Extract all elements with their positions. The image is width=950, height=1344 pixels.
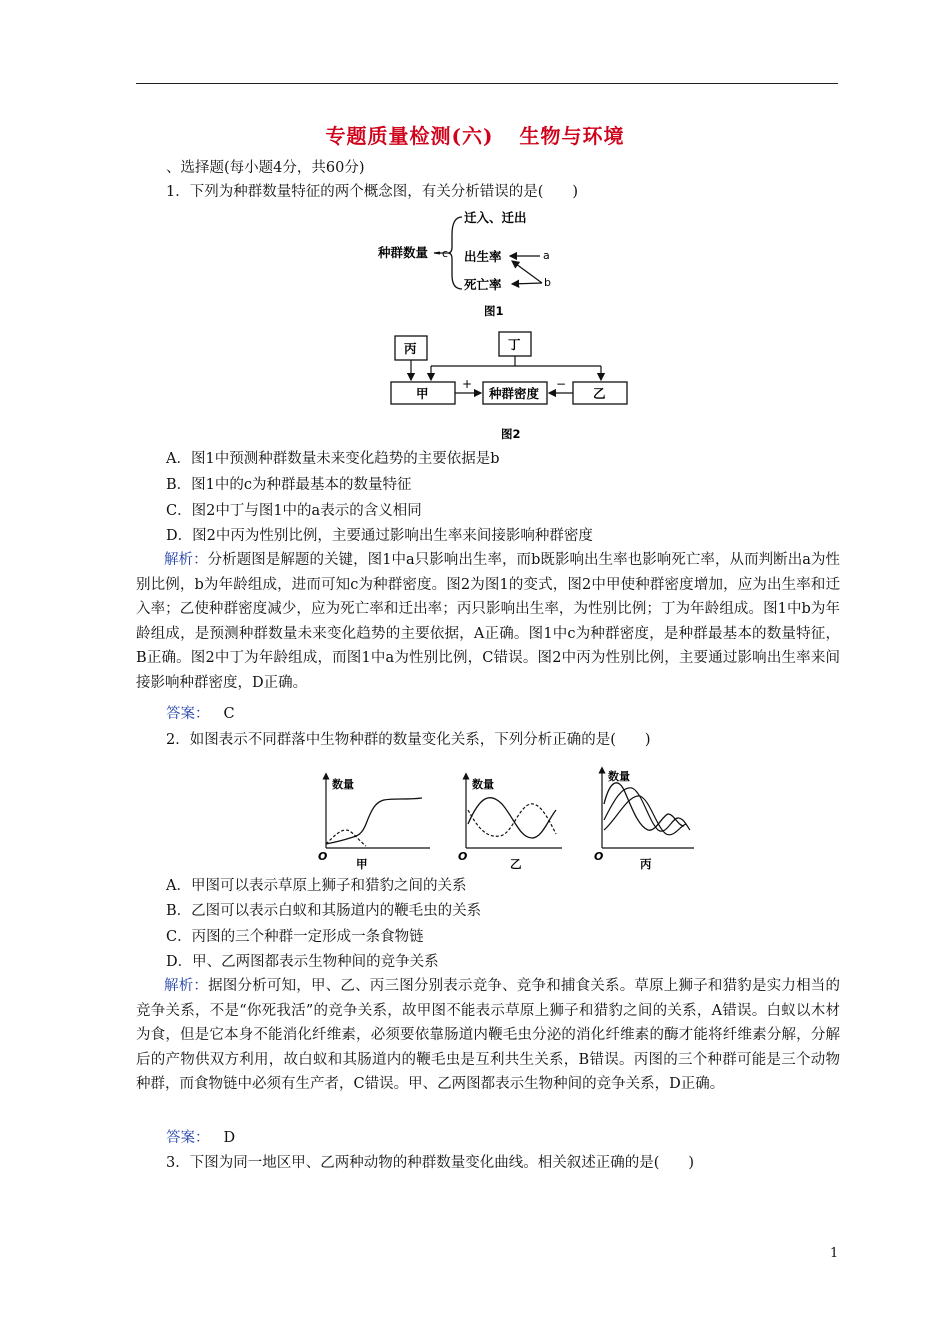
page-title <box>0 120 950 149</box>
q2-analysis <box>136 974 840 1097</box>
fig1-birth-label: 出生率 <box>464 249 502 264</box>
title-part2: 生物与环境 <box>519 124 625 148</box>
q1-stem: 1．下列为种群数量特征的两个概念图，有关分析错误的是( ) <box>166 184 579 200</box>
fig1-c-label: c <box>442 247 449 260</box>
page-number: 1 <box>830 1246 839 1261</box>
graph-bing-name: 丙 <box>640 857 652 871</box>
graph-yi-origin: O <box>458 850 468 863</box>
q1-analysis-text: 分析题图是解题的关键，图1中a只影响出生率，而b既影响出生率也影响死亡率，从而判断出a为性别比例，b为年龄组成，进而可知c为种群密度。图2为图1的变式，图2中甲使种群密度增加，应为出生率和迁入率；乙使种群密度减少，应为死亡率和迁出率；丙只影响出生率，为性别比例；丁为年龄组成。图1中b为年龄组成，是预测种群数量未来变化趋势的主要依据，A正确。图1中c为种群密度，是种群最基本的数量特征，B正确。图2中丁为年龄组成，而图1中a为性别比例，C错误。图2中丙为性别比例，主要通过影响出生率来间接影响种群密度，D正确。 <box>136 552 840 691</box>
fig2-minus-sign: − <box>556 377 567 391</box>
q2-answer <box>166 1127 235 1149</box>
q2-answer-value: D <box>223 1130 236 1146</box>
header-rule <box>136 83 838 84</box>
fig2-caption: 图2 <box>501 427 521 441</box>
fig2-ding-box: 丁 <box>508 337 521 352</box>
q1-figure2 <box>385 328 635 446</box>
fig2-density-box: 种群密度 <box>489 386 540 401</box>
q1-figure1 <box>370 205 590 323</box>
fig1-a-label: a <box>543 249 550 262</box>
section-heading: 、选择题(每小题4分，共60分) <box>166 160 365 176</box>
graph-yi-ylabel: 数量 <box>472 778 494 791</box>
q2-option-c: C．丙图的三个种群一定形成一条食物链 <box>166 929 424 945</box>
q1-answer-value: C <box>223 706 235 722</box>
graph-jia-name: 甲 <box>356 857 368 871</box>
q2-analysis-label: 解析： <box>164 978 209 994</box>
fig2-yi-box: 乙 <box>593 386 606 401</box>
q2-stem: 2．如图表示不同群落中生物种群的数量变化关系，下列分析正确的是( ) <box>166 732 651 748</box>
graph-jia-ylabel: 数量 <box>332 778 354 791</box>
q1-answer-label: 答案： <box>166 706 210 722</box>
q1-option-d: D．图2中丙为性别比例，主要通过影响出生率来间接影响种群密度 <box>166 528 593 544</box>
fig1-migration-label: 迁入、迁出 <box>464 210 527 225</box>
title-part1: 专题质量检测(六) <box>325 124 494 148</box>
q1-option-b: B．图1中的c为种群最基本的数量特征 <box>166 477 412 493</box>
graph-bing-origin: O <box>594 850 604 863</box>
fig2-bing-box: 丙 <box>404 341 417 356</box>
q1-analysis-label: 解析： <box>164 552 208 568</box>
graph-bing-ylabel: 数量 <box>608 770 630 783</box>
fig1-population-label: 种群数量 <box>378 245 429 260</box>
q2-option-b: B．乙图可以表示白蚁和其肠道内的鞭毛虫的关系 <box>166 903 482 919</box>
fig2-plus-sign: + <box>462 377 473 391</box>
graph-yi-name: 乙 <box>510 857 522 871</box>
q2-analysis-text: 据图分析可知，甲、乙、丙三图分别表示竞争、竞争和捕食关系。草原上狮子和猎豹是实力相当的竞争关系，不是“你死我活”的竞争关系，故甲图不能表示草原上狮子和猎豹之间的关系，A错误。白蚁以木材为食，但是它本身不能消化纤维素，必须要依靠肠道内鞭毛虫分泌的消化纤维素的酶才能将纤维素分解，分解后的产物供双方利用，故白蚁和其肠道内的鞭毛虫是互利共生关系，B错误。丙图的三个种群可能是三个动物种群，而食物链中必须有生产者，C错误。甲、乙两图都表示生物种间的竞争关系，D正确。 <box>136 978 841 1093</box>
q3-stem: 3．下图为同一地区甲、乙两种动物的种群数量变化曲线。相关叙述正确的是( ) <box>166 1155 695 1171</box>
q2-option-a: A．甲图可以表示草原上狮子和猎豹之间的关系 <box>166 878 467 894</box>
fig1-b-label: b <box>544 276 551 289</box>
fig1-caption: 图1 <box>484 304 504 318</box>
q2-option-d: D．甲、乙两图都表示生物种间的竞争关系 <box>166 954 439 970</box>
q2-graphs <box>310 764 710 876</box>
fig1-death-label: 死亡率 <box>464 277 502 292</box>
q1-analysis <box>136 548 840 696</box>
q2-answer-label: 答案： <box>166 1130 210 1146</box>
q1-answer <box>166 703 235 725</box>
graph-jia-origin: O <box>318 850 328 863</box>
fig2-jia-box: 甲 <box>416 386 429 401</box>
q1-option-a: A．图1中预测种群数量未来变化趋势的主要依据是b <box>166 451 500 467</box>
q1-option-c: C．图2中丁与图1中的a表示的含义相同 <box>166 503 422 519</box>
